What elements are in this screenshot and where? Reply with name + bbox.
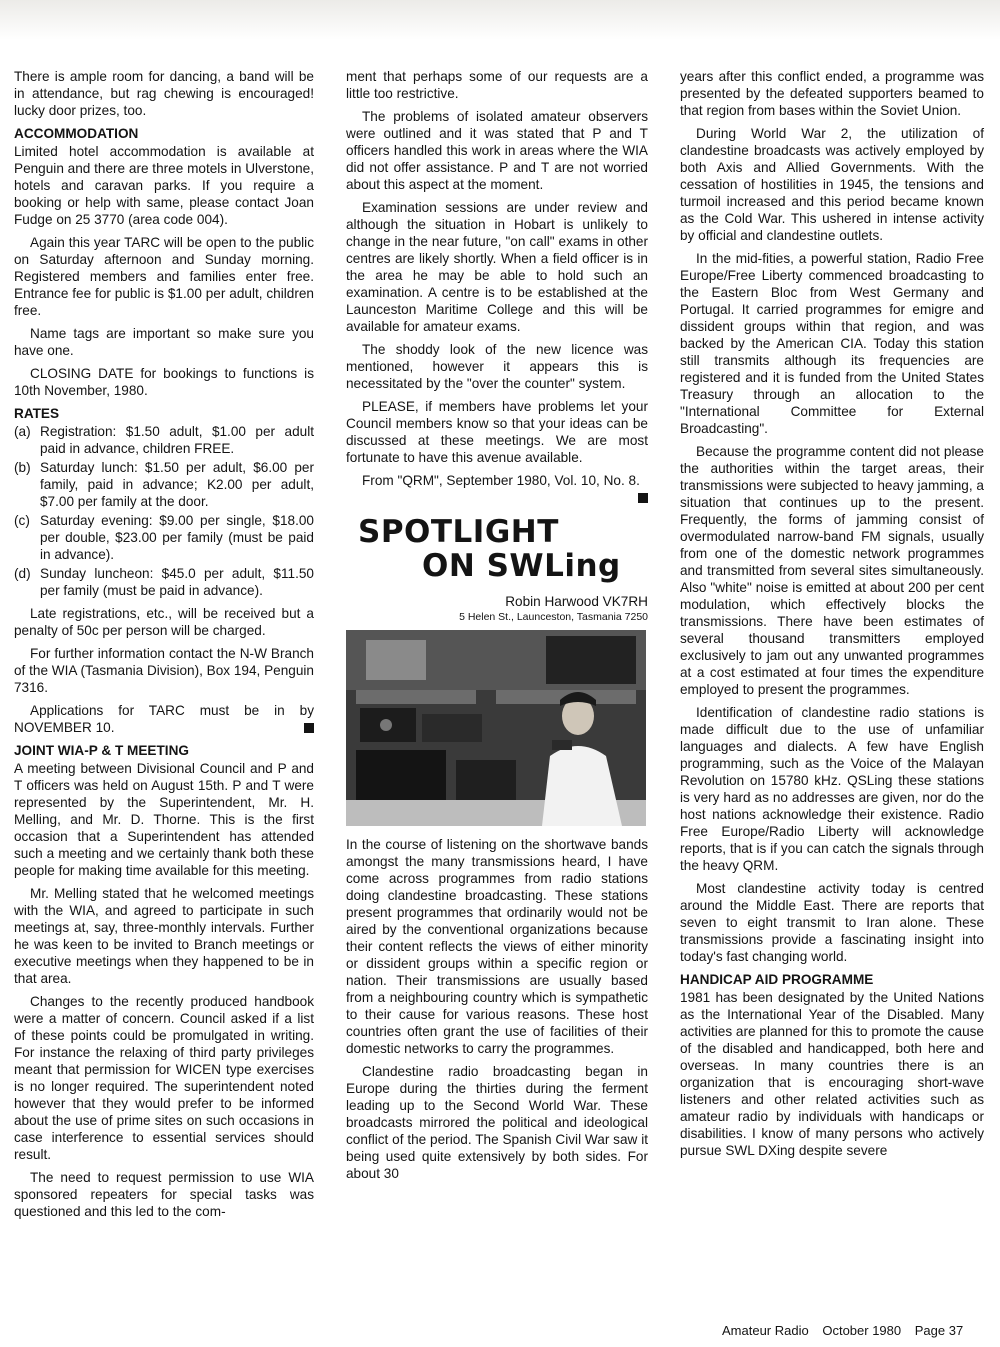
rate-label: (d) [14, 566, 31, 581]
end-of-article-mark [638, 493, 648, 503]
paragraph-years-after: years after this conflict ended, a programme was presented by the defeated supporters beamed to that region from bases within the Soviet Union. [680, 69, 984, 118]
rate-text: Sunday luncheon: $45.0 per adult, $11.50 per family (must be paid in advance). [40, 566, 314, 598]
paragraph-clandestine-history: Clandestine radio broadcasting began in Europe during the thirties during the ferment leading up to the Second World War. These broadcasts mirrored the political and ideological conflict of the period. The Spanish Civil War saw it being used quite extensively by both sides. For about 30 [346, 1064, 648, 1181]
paragraph-tarc-open: Again this year TARC will be open to the public on Saturday afternoon and Sunday morning. Registered members and families enter free. Entrance fee for public is $1.00 per adult, children free. [14, 235, 314, 318]
paragraph-middle-east: Most clandestine activity today is centred around the Middle East. There are reports that seven to eight transmit to Iran alone. These transmissions provide a fascinating insight into today's fast changing world. [680, 881, 984, 964]
paragraph-shoddy-licence: The shoddy look of the new licence was mentioned, however it appears this is necessitated by the "over the counter" system. [346, 342, 648, 391]
column-2 [346, 68, 648, 1188]
paragraph-source [346, 472, 648, 489]
paragraph-further-info: For further information contact the N-W Branch of the WIA (Tasmania Division), Box 194, Penguin 7316. [14, 646, 314, 695]
rate-item [14, 512, 314, 563]
applications-text: Applications for TARC must be in by NOVEMBER 10. [14, 703, 314, 735]
rate-text: Saturday evening: $9.00 per single, $18.00 per double, $23.00 per family (must be paid in advance). [40, 513, 314, 562]
source-text: From "QRM", September 1980, Vol. 10, No. 8. [362, 473, 640, 488]
rate-label: (b) [14, 460, 31, 475]
rate-item [14, 565, 314, 599]
paragraph-melling: Mr. Melling stated that he welcomed meetings with the WIA, and agreed to participate in such meetings at, say, three-monthly intervals. Further he was keen to be invited to Branch meetings or executive meetings when they happened to be in that area. [14, 886, 314, 986]
paragraph-examination: Examination sessions are under review and although the situation in Hobart is unlikely to change in the near future, "on call" exams in other centres are likely shortly. When a field officer is in the area he may be able to hold such an examination. A centre is to be established at the Launceston Maritime College and this will be available for amateur exams. [346, 200, 648, 334]
paragraph-continuation: ment that perhaps some of our requests are a little too restrictive. [346, 69, 648, 101]
rate-text: Registration: $1.50 adult, $1.00 per adult paid in advance, children FREE. [40, 424, 314, 456]
article-title-line-1: SPOTLIGHT [358, 514, 559, 550]
author-byline: Robin Harwood VK7RH [505, 594, 648, 609]
column-1 [14, 68, 314, 1226]
paragraph-need: The need to request permission to use WIA sponsored repeaters for special tasks was questioned and this led to the com- [14, 1170, 314, 1219]
paragraph-closing-date: CLOSING DATE for bookings to functions is 10th November, 1980. [14, 366, 314, 398]
paragraph-meeting: A meeting between Divisional Council and P and T officers was held on August 15th. P and T were represented by the Superintendent, Mr. H. Melling, and Mr. D. Thorne. This is the first occasion that a Superintendent has attended such a meeting and we certainly thank both these people for making time available for this meeting. [14, 761, 314, 878]
rate-label: (a) [14, 424, 31, 439]
column-3 [680, 68, 984, 1165]
paragraph-late-registrations: Late registrations, etc., will be received but a penalty of 50c per person will be charged. [14, 606, 314, 638]
footer-page-number: Page 37 [914, 1323, 964, 1338]
rate-item [14, 423, 314, 457]
paragraph-listening: In the course of listening on the shortwave bands amongst the many transmissions heard, I have come across programmes from radio stations doing clandestine broadcasting. These stations present programmes that ordinarily would not be aired by the conventional organizations because their content reflects the views of either minority or dissident groups within a specific region or nation. Their transmissions are usually based from a neighbouring country which is sympathetic to their cause for various reasons. These host countries often grant the use of facilities of their domestic networks to carry the programmes. [346, 837, 648, 1056]
footer-issue: October 1980 [822, 1323, 902, 1338]
author-photo [346, 630, 646, 826]
heading-handicap-aid: HANDICAP AID PROGRAMME [680, 972, 874, 987]
article-title-line-2: ON SWLing [422, 548, 621, 584]
paragraph-name-tags: Name tags are important so make sure you have one. [14, 326, 314, 358]
author-address: 5 Helen St., Launceston, Tasmania 7250 [459, 611, 648, 623]
heading-accommodation: ACCOMMODATION [14, 126, 139, 141]
paragraph-applications [14, 702, 314, 736]
paragraph-1981: 1981 has been designated by the United Nations as the International Year of the Disabled. Many activities are planned for this to promote the cause of the disabled and handicapped, both here and overseas. In many countries there is an organization that is encouraging short-wave listeners and other related activities such as amateur radio by individuals with handicaps or disabilities. I know of many persons who actively pursue SWL DXing despite severe [680, 990, 984, 1158]
footer-publication: Amateur Radio [722, 1323, 809, 1338]
paragraph-ww2: During World War 2, the utilization of clandestine broadcasts was actively employed by both Axis and Allied Governments. With the cessation of hostilities in 1945, the tensions and turmoil increased and this period became known as the Cold War. This ushered in intense activity by official and clandestine outlets. [680, 126, 984, 243]
paragraph-please: PLEASE, if members have problems let your Council members know so that your ideas can be discussed at these meetings. We are most fortunate to have this avenue available. [346, 399, 648, 465]
end-of-article-mark [304, 723, 314, 733]
rate-label: (c) [14, 513, 30, 528]
heading-joint-meeting: JOINT WIA-P & T MEETING [14, 743, 189, 758]
heading-rates: RATES [14, 406, 60, 421]
paragraph-accommodation: Limited hotel accommodation is available at Penguin and there are three motels in Ulverstone, hotels and caravan parks. If you require a booking or help with same, please contact Joan Fudge on 25 3770 (area code 004). [14, 144, 314, 227]
paragraph-dancing: There is ample room for dancing, a band will be in attendance, but rag chewing is encouraged! lucky door prizes, too. [14, 69, 314, 118]
rate-item [14, 459, 314, 510]
radio-shack-photo-icon [346, 630, 646, 826]
paragraph-mid-fifties: In the mid-fities, a powerful station, Radio Free Europe/Free Liberty commenced broadcasting to the Eastern Bloc from West Germany and Portugal. It carried programmes for emigre and dissident groups within that region, and was backed by the American CIA. Today this station still transmits although its frequencies are registered and it is funded from the United States Treasury through an allocation to the "International Committee for External Broadcasting". [680, 251, 984, 436]
scan-top-edge [0, 0, 1000, 40]
rate-text: Saturday lunch: $1.50 per adult, $6.00 per family, paid in advance; K2.00 per adult, $7.00 per family at the door. [40, 460, 314, 509]
paragraph-identification: Identification of clandestine radio stations is made difficult due to the use of unfamiliar languages and dialects. A few have English programming, such as the Voice of the Malayan Revolution on 15780 kHz. QSLing these stations is very hard as no addresses are given, nor do the host nations acknowledge their existence. Radio Free Europe/Radio Liberty will acknowledge reports, that is if you can catch the signals through the heavy QRM. [680, 705, 984, 873]
paragraph-changes: Changes to the recently produced handbook were a matter of concern. Council asked if a list of these points could be promulgated in writing. For instance the relaxing of third party privileges meant that permission for WICEN type exercises is no longer required. The superintendent noted however that they would prefer to be informed about the use of prime sites on such occasions in case interference to essential services should result. [14, 994, 314, 1162]
paragraph-isolated-observers: The problems of isolated amateur observers were outlined and it was stated that P and T officers handled this work in areas where the WIA did not offer assistance. P and T are not worried about this aspect at the moment. [346, 109, 648, 192]
page-footer [722, 1323, 973, 1338]
paragraph-jamming: Because the programme content did not please the authorities within the target areas, their transmissions were subjected to heavy jamming, a situation that continues up to the present. Frequently, the forms of jamming consist of overmodulated narrow-band FM signals, usually from one of the domestic network programmes and transmitted from several sites simultaneously. Also "white" noise is emitted at about 200 per cent modulation, which effectively blocks the transmissions. There have been estimates of several thousand transmitters employed exclusively to jam out any unwanted programmes at a cost estimated at four times the expenditure employed to present the programmes. [680, 444, 984, 697]
